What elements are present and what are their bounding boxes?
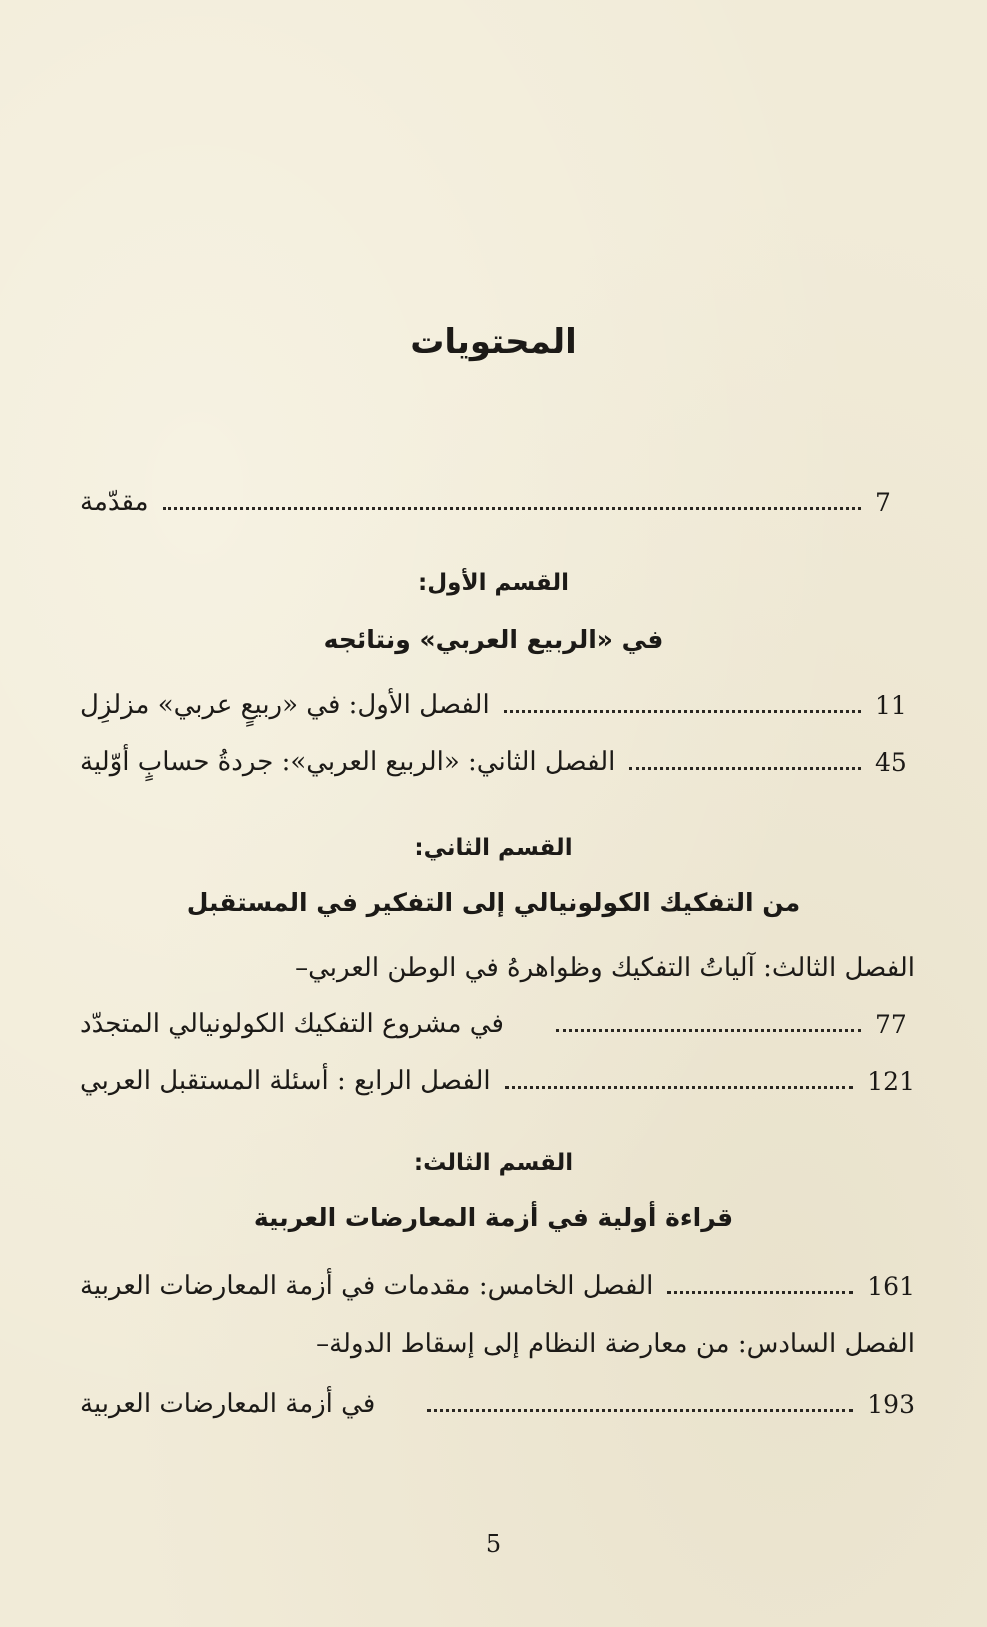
toc-entry-ch5 <box>80 1262 915 1310</box>
leader-dots <box>505 1086 854 1089</box>
toc-entry-label: في مشروع التفكيك الكولونيالي المتجدّد <box>80 1009 504 1039</box>
leader-dots <box>556 1029 861 1032</box>
page-title: المحتويات <box>410 322 577 362</box>
leader-dots <box>667 1291 853 1294</box>
toc-entry-page: 161 <box>867 1271 915 1301</box>
part2-title: من التفكيك الكولونيالي إلى التفكير في المستقبل <box>186 888 801 917</box>
toc-entry-ch3 <box>80 1000 915 1048</box>
leader-dots <box>427 1409 853 1412</box>
part2-label: القسم الثاني: <box>414 835 573 861</box>
leader-dots <box>629 767 861 770</box>
toc-entry-label: الفصل الخامس: مقدمات في أزمة المعارضات العربية <box>80 1271 654 1301</box>
leader-dots <box>504 710 861 713</box>
toc-entry-label: الفصل الرابع : أسئلة المستقبل العربي <box>80 1066 491 1096</box>
part1-title: في «الربيع العربي» ونتائجه <box>323 625 664 654</box>
part3-label: القسم الثالث: <box>413 1150 574 1176</box>
toc-entry-label: في أزمة المعارضات العربية <box>80 1389 376 1419</box>
toc-entry-intro <box>80 478 915 526</box>
part1-label: القسم الأول: <box>418 570 569 596</box>
toc-entry-page: 193 <box>867 1389 915 1419</box>
toc-entry-label: الفصل الأول: في «ربيعٍ عربي» مزلزِل <box>80 690 490 720</box>
toc-entry-ch2 <box>80 738 915 786</box>
leader-dots <box>163 507 861 510</box>
toc-entry-page: 7 <box>875 487 891 517</box>
toc-entry-ch1 <box>80 681 915 729</box>
toc-entry-page: 121 <box>867 1066 915 1096</box>
toc-entry-label: الفصل الثاني: «الربيع العربي»: جردةُ حسابٍ أوّلية <box>80 747 616 777</box>
page-number: 5 <box>485 1530 502 1558</box>
toc-entry-ch6-line1: الفصل السادس: من معارضة النظام إلى إسقاط الدولة– <box>316 1329 915 1359</box>
toc-entry-ch6 <box>80 1380 915 1428</box>
toc-entry-ch4 <box>80 1057 915 1105</box>
toc-entry-label: مقدّمة <box>80 487 149 517</box>
part3-title: قراءة أولية في أزمة المعارضات العربية <box>253 1203 734 1232</box>
toc-entry-page: 45 <box>875 747 907 777</box>
toc-entry-page: 77 <box>875 1009 907 1039</box>
toc-entry-ch3-line1: الفصل الثالث: آلياتُ التفكيك وظواهرهُ في الوطن العربي– <box>295 953 915 983</box>
toc-entry-page: 11 <box>875 690 907 720</box>
